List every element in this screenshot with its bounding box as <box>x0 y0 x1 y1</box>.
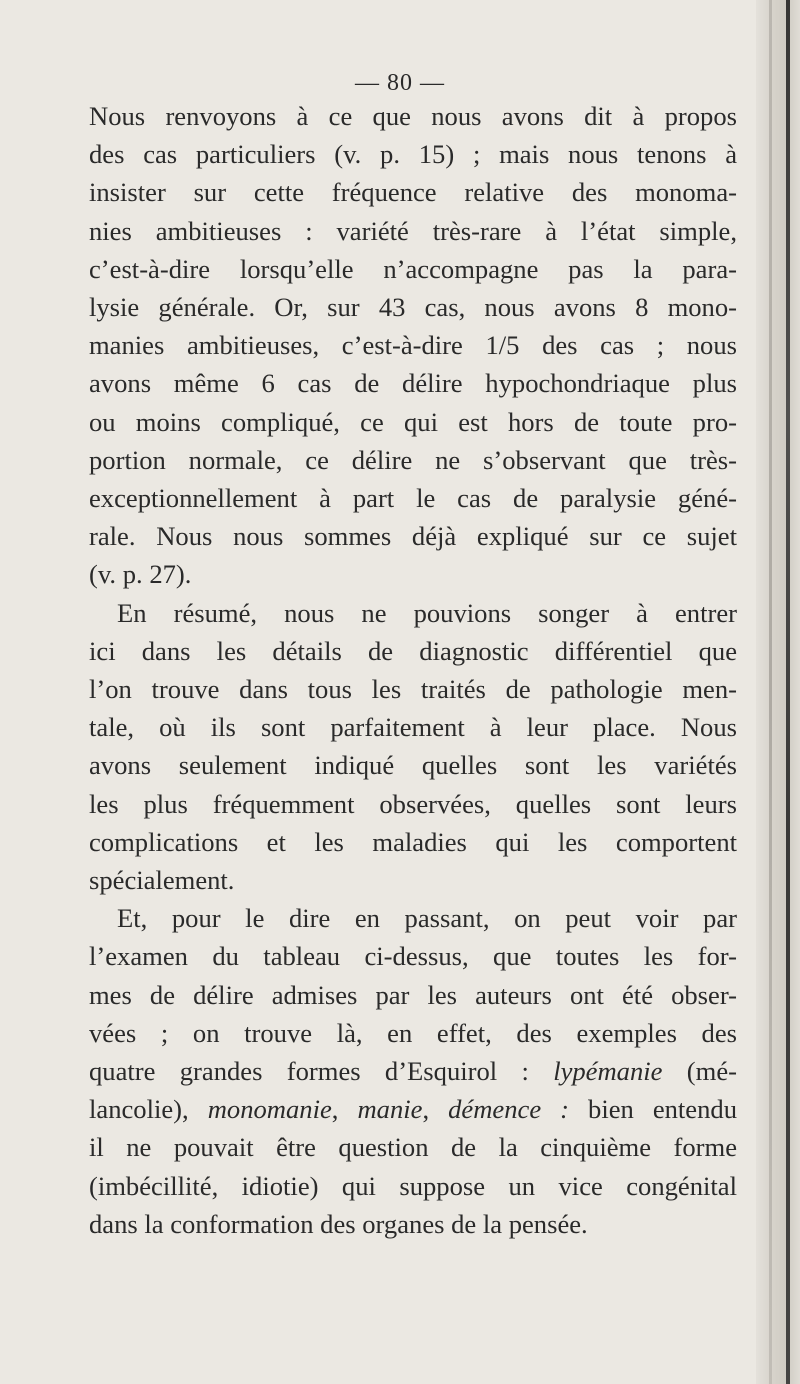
italic-term: monomanie <box>207 1094 332 1125</box>
text-run: , <box>422 1094 449 1125</box>
page-edge-shadow <box>756 0 800 1384</box>
text-line: ici dans les détails de diagnostic différentiel que <box>89 635 737 666</box>
text-line: il ne pouvait être question de la cinquième forme <box>89 1132 737 1163</box>
text-run: lancolie), <box>89 1094 208 1125</box>
text-line: c’est-à-dire lorsqu’elle n’accompagne pas la para- <box>89 253 737 284</box>
text-line-mixed <box>89 1052 737 1090</box>
text-line: portion normale, ce délire ne s’observant que très- <box>89 444 737 475</box>
page-edge-line-dark <box>786 0 790 1384</box>
text-line: Nous renvoyons à ce que nous avons dit à propos <box>89 101 737 131</box>
text-line: l’on trouve dans tous les traités de pathologie men- <box>89 674 737 705</box>
page-number: — 80 — <box>355 70 445 96</box>
text-line: insister sur cette fréquence relative des monoma- <box>89 177 737 208</box>
page-edge-line-light <box>769 0 772 1384</box>
text-line: ou moins compliqué, ce qui est hors de toute pro- <box>89 406 737 437</box>
text-line: Et, pour le dire en passant, on peut voir par <box>117 903 737 934</box>
text-line: (v. p. 27). <box>89 559 192 590</box>
text-line: des cas particuliers (v. p. 15) ; mais nous tenons à <box>89 139 737 170</box>
text-line: (imbécillité, idiotie) qui suppose un vice congénital <box>89 1170 737 1201</box>
body-text <box>89 97 737 1243</box>
text-line: l’examen du tableau ci-dessus, que toutes les for- <box>89 941 737 972</box>
text-line: complications et les maladies qui les comportent <box>89 826 737 857</box>
text-line: mes de délire admises par les auteurs ont été obser- <box>89 979 737 1010</box>
text-line: nies ambitieuses : variété très-rare à l’état simple, <box>89 215 737 246</box>
text-line: spécialement. <box>89 865 235 896</box>
italic-term: démence : <box>448 1094 570 1125</box>
text-line: exceptionnellement à part le cas de paralysie géné- <box>89 483 737 514</box>
text-line: avons seulement indiqué quelles sont les variétés <box>89 750 737 781</box>
text-run: bien entendu <box>569 1094 738 1125</box>
text-line: avons même 6 cas de délire hypochondriaque plus <box>89 368 737 399</box>
text-line: tale, où ils sont parfaitement à leur place. Nous <box>89 712 737 743</box>
text-run: quatre grandes formes d’Esquirol : <box>89 1056 554 1087</box>
italic-term: manie <box>357 1094 423 1125</box>
text-line: vées ; on trouve là, en effet, des exemples des <box>89 1017 737 1048</box>
text-line: manies ambitieuses, c’est-à-dire 1/5 des cas ; nous <box>89 330 737 361</box>
text-line: En résumé, nous ne pouvions songer à entrer <box>117 597 737 628</box>
text-line: lysie générale. Or, sur 43 cas, nous avons 8 mono- <box>89 292 737 323</box>
text-run: , <box>331 1094 358 1125</box>
text-line: les plus fréquemment observées, quelles sont leurs <box>89 788 737 819</box>
text-line: rale. Nous nous sommes déjà expliqué sur ce sujet <box>89 521 737 552</box>
text-line: dans la conformation des organes de la pensée. <box>89 1208 588 1239</box>
italic-term: lypémanie <box>553 1056 663 1087</box>
text-line-mixed <box>89 1090 737 1128</box>
text-run: (mé- <box>662 1056 737 1087</box>
